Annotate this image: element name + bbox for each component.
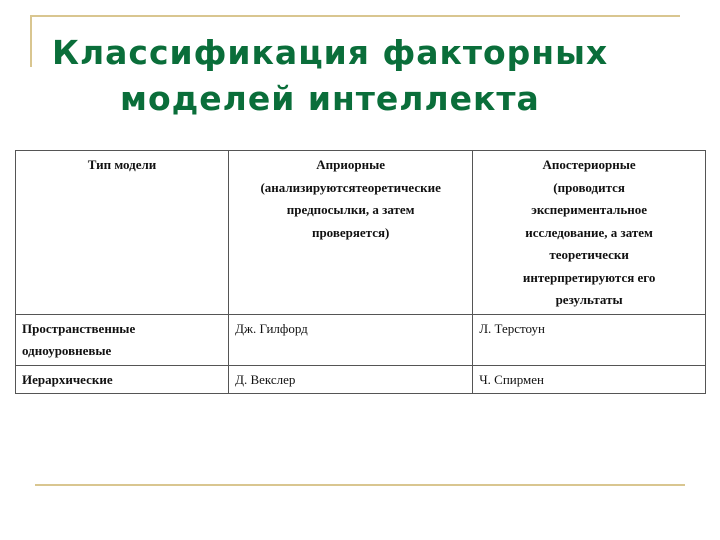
header-model-type: Тип модели (16, 151, 229, 315)
top-rule (30, 15, 680, 17)
row-apriori-author: Д. Векслер (229, 365, 473, 394)
row-model-type: Иерархические (16, 365, 229, 394)
table-row (16, 314, 706, 365)
header-apriori: Априорные (анализируютсятеоретические предпосылки, а затем проверяется) (229, 151, 473, 315)
row-aposteriori-author: Ч. Спирмен (473, 365, 706, 394)
factor-models-table (15, 150, 706, 394)
slide-title-line-2: моделей интеллекта (120, 79, 540, 118)
bottom-rule (35, 484, 685, 486)
table-row (16, 365, 706, 394)
table-header-row (16, 151, 706, 315)
row-model-type: Пространственные одноуровневые (16, 314, 229, 365)
row-apriori-author: Дж. Гилфорд (229, 314, 473, 365)
slide-title (0, 30, 720, 122)
slide-title-line-1: Классификация факторных (52, 33, 609, 72)
row-aposteriori-author: Л. Терстоун (473, 314, 706, 365)
header-aposteriori: Апостериорные (проводится экспериментальное исследование, а затем теоретически интерпретируются его результаты (473, 151, 706, 315)
